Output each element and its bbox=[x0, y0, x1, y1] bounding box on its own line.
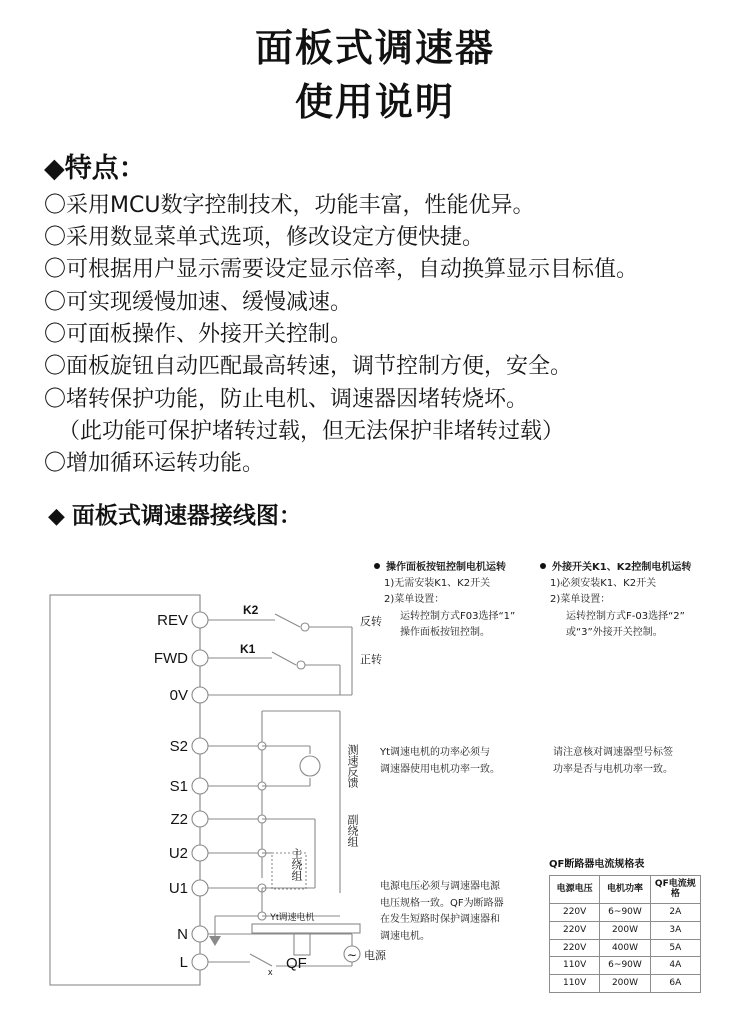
qf-table bbox=[549, 875, 701, 993]
terminal-label-n: N bbox=[177, 926, 188, 943]
feature-item: 〇增加循环运转功能。 bbox=[44, 451, 265, 477]
motor-base-plate bbox=[252, 924, 360, 933]
terminal-label-l: L bbox=[179, 954, 188, 971]
note-external-mode-title: 外接开关K1、K2控制电机运转 bbox=[540, 560, 691, 576]
terminal-z2 bbox=[192, 811, 208, 827]
note-panel-mode-line3: 运转控制方式F03选择“1” bbox=[400, 610, 516, 622]
note-label-check-line2: 功率是否与电机功率一致。 bbox=[553, 763, 673, 775]
table-row bbox=[550, 903, 701, 921]
terminal-s2 bbox=[192, 738, 208, 754]
note-motor-power bbox=[380, 745, 500, 778]
feature-item-note: （此功能可保护堵转过载，但无法保护非堵转过载） bbox=[58, 418, 565, 444]
terminal-label-fwd: FWD bbox=[153, 650, 188, 667]
switch-label-k2: K2 bbox=[243, 603, 259, 617]
cell-qf-rating: 2A bbox=[650, 903, 700, 921]
cell-voltage: 220V bbox=[550, 921, 600, 939]
terminal-fwd bbox=[192, 650, 208, 666]
page-title bbox=[0, 22, 750, 130]
direction-label-forward: 正转 bbox=[360, 654, 382, 666]
terminal-label-u2: U2 bbox=[168, 845, 188, 862]
switch-label-k1: K1 bbox=[240, 642, 256, 656]
feature-item: 〇面板旋钮自动匹配最高转速，调节控制方便，安全。 bbox=[44, 354, 573, 380]
terminal-u1 bbox=[192, 880, 208, 896]
cell-voltage: 220V bbox=[550, 939, 600, 957]
cell-qf-rating: 5A bbox=[650, 939, 700, 957]
note-supply bbox=[380, 879, 504, 945]
wiring-diagram-heading bbox=[48, 497, 302, 530]
k1-switch-contact bbox=[297, 661, 305, 669]
feature-item: 〇可实现缓慢加速、缓慢减速。 bbox=[44, 289, 353, 315]
note-panel-mode-title: 操作面板按钮控制电机运转 bbox=[374, 560, 515, 576]
qf-table-caption: QF断路器电流规格表 bbox=[549, 859, 645, 870]
feature-item: 〇采用MCU数字控制技术，功能丰富，性能优异。 bbox=[44, 192, 535, 218]
terminal-u2 bbox=[192, 845, 208, 861]
note-supply-line1: 电源电压必须与调速器电源 bbox=[380, 881, 500, 892]
tachogenerator-symbol bbox=[300, 756, 320, 776]
note-external-mode-line1: 1)必须安装K1、K2开关 bbox=[550, 578, 657, 590]
cell-qf-rating: 3A bbox=[650, 921, 700, 939]
terminal-label-rev: REV bbox=[157, 612, 188, 629]
features-list bbox=[44, 190, 724, 481]
ground-arrow-icon bbox=[209, 936, 221, 946]
note-motor-power-line2: 调速器使用电机功率一致。 bbox=[380, 763, 500, 775]
note-external-mode-line4: 或“3”外接开关控制。 bbox=[566, 626, 663, 638]
note-motor-power-line1: Yt调速电机的功率必须与 bbox=[380, 747, 491, 758]
cell-motor-power: 6~90W bbox=[600, 903, 650, 921]
direction-label-reverse: 反转 bbox=[360, 616, 382, 628]
terminal-label-s2: S2 bbox=[169, 738, 188, 755]
terminal-label-z2: Z2 bbox=[170, 811, 188, 828]
note-supply-line3: 在发生短路时保护调速器和 bbox=[380, 914, 500, 925]
note-label-check-line1: 请注意核对调速器型号标签 bbox=[553, 747, 673, 758]
terminal-rev bbox=[192, 612, 208, 628]
terminal-label-s1: S1 bbox=[169, 778, 188, 795]
terminal-l bbox=[192, 954, 208, 970]
title-line-2: 使用说明 bbox=[294, 79, 455, 124]
terminal-label-0v: 0V bbox=[169, 687, 188, 704]
qf-table-section bbox=[549, 855, 704, 993]
terminal-0v bbox=[192, 687, 208, 703]
wiring-heading-text: 面板式调速器接线图： bbox=[71, 503, 302, 529]
cell-motor-power: 200W bbox=[600, 921, 650, 939]
motor-caption: Yt调速电机 bbox=[270, 912, 315, 922]
note-external-mode-line2: 2)菜单设置： bbox=[550, 594, 611, 606]
note-supply-line2: 电压规格一致。QF为断路器 bbox=[380, 897, 504, 909]
cell-motor-power: 6~90W bbox=[600, 957, 650, 975]
column-header-qf-rating: QF电流规格 bbox=[650, 876, 700, 904]
table-row bbox=[550, 921, 701, 939]
features-section bbox=[44, 152, 724, 481]
k1-switch-blade bbox=[272, 652, 296, 665]
motor-shaft bbox=[294, 933, 310, 955]
note-external-mode-line3: 运转控制方式F-03选择“2” bbox=[566, 610, 685, 622]
motor-label-main-winding: 主绕组 bbox=[290, 848, 302, 881]
ac-source-glyph: ∼ bbox=[346, 948, 358, 962]
note-panel-mode bbox=[374, 560, 515, 641]
motor-label-aux-winding: 副绕组 bbox=[346, 814, 358, 847]
note-panel-mode-line4: 操作面板按钮控制。 bbox=[400, 626, 490, 638]
note-panel-mode-line2: 2)菜单设置： bbox=[384, 594, 445, 606]
terminal-label-u1: U1 bbox=[168, 880, 188, 897]
features-heading: ◆特点： bbox=[44, 153, 146, 184]
table-row bbox=[550, 975, 701, 993]
cell-motor-power: 200W bbox=[600, 975, 650, 993]
diamond-bullet-icon: ◆ bbox=[48, 504, 65, 529]
qf-switch-blade bbox=[250, 954, 272, 966]
breaker-label-qf: QF bbox=[286, 955, 307, 972]
bullet-icon bbox=[374, 563, 380, 569]
cell-motor-power: 400W bbox=[600, 939, 650, 957]
feature-item: 〇采用数显菜单式选项，修改设定方便快捷。 bbox=[44, 224, 485, 250]
table-row bbox=[550, 939, 701, 957]
bullet-icon bbox=[540, 563, 546, 569]
cell-voltage: 220V bbox=[550, 903, 600, 921]
table-row bbox=[550, 957, 701, 975]
cell-voltage: 110V bbox=[550, 975, 600, 993]
note-label-check bbox=[553, 745, 673, 778]
column-header-voltage: 电源电压 bbox=[550, 876, 600, 904]
breaker-mark: x bbox=[268, 967, 273, 977]
cell-qf-rating: 6A bbox=[650, 975, 700, 993]
motor-label-tacho: 测速反馈 bbox=[346, 744, 358, 788]
terminal-n bbox=[192, 926, 208, 942]
feature-item: 〇可根据用户显示需要设定显示倍率，自动换算显示目标值。 bbox=[44, 257, 639, 283]
cell-voltage: 110V bbox=[550, 957, 600, 975]
k2-switch-blade bbox=[275, 614, 300, 627]
note-panel-mode-line1: 1)无需安装K1、K2开关 bbox=[384, 578, 491, 590]
note-supply-line4: 调速电机。 bbox=[380, 930, 430, 942]
terminal-s1 bbox=[192, 778, 208, 794]
feature-item: 〇可面板操作、外接开关控制。 bbox=[44, 321, 353, 347]
title-line-1: 面板式调速器 bbox=[254, 26, 495, 70]
feature-item: 〇堵转保护功能，防止电机、调速器因堵转烧坏。 bbox=[44, 386, 529, 412]
power-source-label: 电源 bbox=[364, 950, 386, 962]
cell-qf-rating: 4A bbox=[650, 957, 700, 975]
k2-switch-contact bbox=[301, 623, 309, 631]
note-external-mode bbox=[540, 560, 691, 641]
table-header-row bbox=[550, 876, 701, 904]
column-header-motor-power: 电机功率 bbox=[600, 876, 650, 904]
